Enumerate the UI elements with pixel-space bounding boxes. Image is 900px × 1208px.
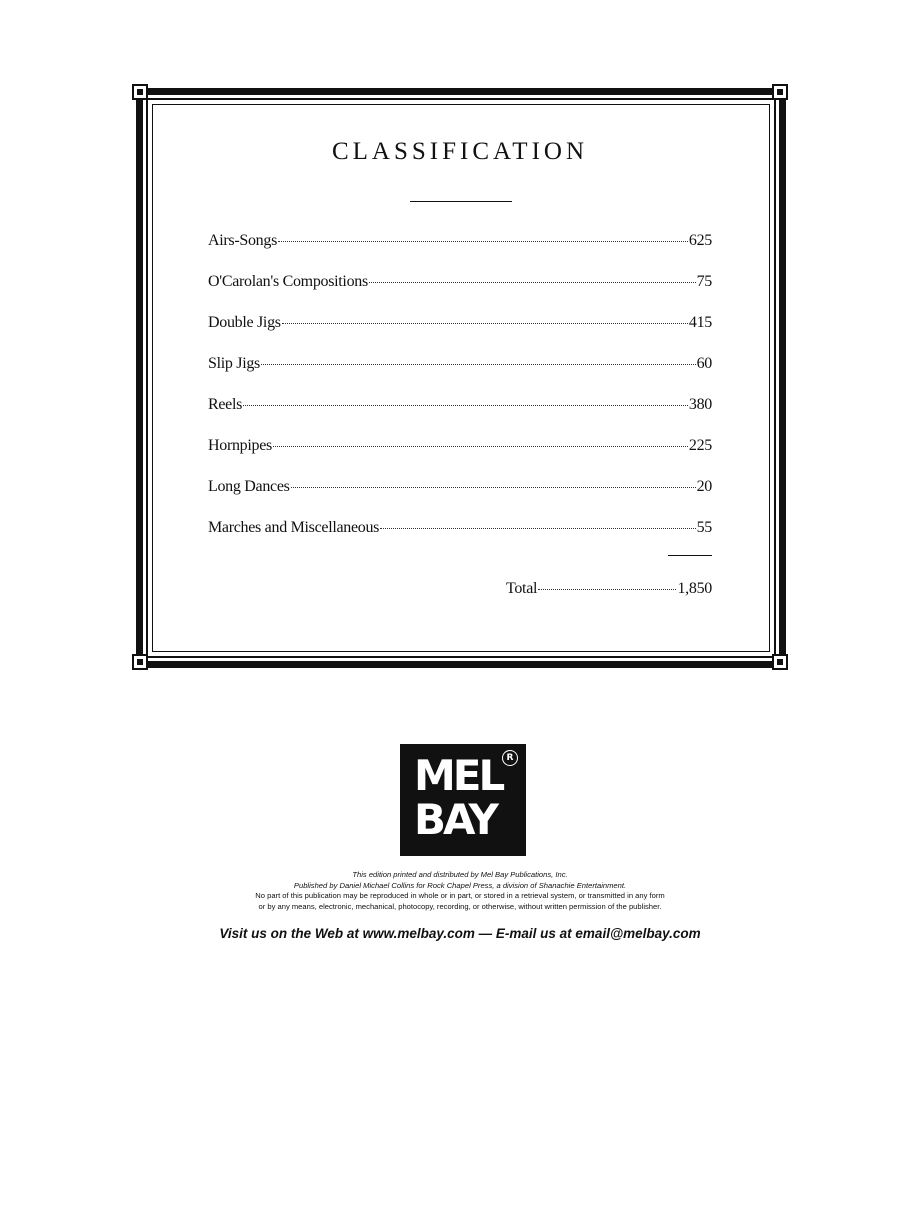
- category-label: Hornpipes: [208, 437, 272, 454]
- list-item: [208, 273, 712, 314]
- category-count: 20: [696, 478, 712, 495]
- category-label: Reels: [208, 396, 243, 413]
- dot-leader: [538, 589, 676, 590]
- category-label: Marches and Miscellaneous: [208, 519, 380, 536]
- dot-leader: [273, 446, 688, 447]
- dot-leader: [291, 487, 696, 488]
- classification-list: [208, 232, 712, 560]
- title-underline: [410, 201, 512, 202]
- list-item: [208, 519, 712, 560]
- list-item: [208, 437, 712, 478]
- dot-leader: [369, 282, 696, 283]
- dot-leader: [261, 364, 696, 365]
- category-count: 380: [688, 396, 712, 413]
- mel-bay-logo: [400, 744, 526, 856]
- list-item: [208, 396, 712, 437]
- category-count: 225: [688, 437, 712, 454]
- sum-rule: [668, 555, 712, 556]
- logo-line: MEL: [414, 751, 503, 800]
- category-label: Slip Jigs: [208, 355, 260, 372]
- total-row: [506, 580, 712, 598]
- category-label: Airs-Songs: [208, 232, 278, 249]
- category-label: O'Carolan's Compositions: [208, 273, 368, 290]
- total-label: Total: [506, 580, 538, 597]
- frame-corner-ornament: [132, 654, 148, 670]
- page-title: CLASSIFICATION: [331, 138, 589, 165]
- frame-corner-ornament: [772, 654, 788, 670]
- category-count: 55: [696, 519, 712, 536]
- registered-mark-icon: R: [502, 750, 518, 766]
- publisher-notice: [190, 870, 730, 912]
- notice-line: Published by Daniel Michael Collins for Rock Chapel Press, a division of Shanachie Entertainment.: [293, 880, 627, 890]
- logo-line: BAY: [414, 795, 496, 844]
- dot-leader: [282, 323, 688, 324]
- notice-line: or by any means, electronic, mechanical, photocopy, recording, or otherwise, without written permission of the publisher.: [258, 901, 662, 911]
- category-count: 75: [696, 273, 712, 290]
- dot-leader: [380, 528, 695, 529]
- list-item: [208, 478, 712, 519]
- web-contact-line: Visit us on the Web at www.melbay.com — E-mail us at email@melbay.com: [219, 926, 701, 941]
- list-item: [208, 355, 712, 396]
- frame-corner-ornament: [772, 84, 788, 100]
- category-label: Double Jigs: [208, 314, 281, 331]
- category-count: 415: [688, 314, 712, 331]
- category-count: 60: [696, 355, 712, 372]
- dot-leader: [278, 241, 688, 242]
- logo-wordmark: [414, 751, 514, 844]
- category-count: 625: [688, 232, 712, 249]
- category-label: Long Dances: [208, 478, 290, 495]
- notice-line: This edition printed and distributed by Mel Bay Publications, Inc.: [352, 870, 568, 879]
- list-item: [208, 232, 712, 273]
- total-count: 1,850: [677, 580, 712, 597]
- notice-line: No part of this publication may be reproduced in whole or in part, or stored in a retrieval system, or transmitted in any form: [255, 891, 665, 900]
- list-item: [208, 314, 712, 355]
- frame-corner-ornament: [132, 84, 148, 100]
- dot-leader: [243, 405, 688, 406]
